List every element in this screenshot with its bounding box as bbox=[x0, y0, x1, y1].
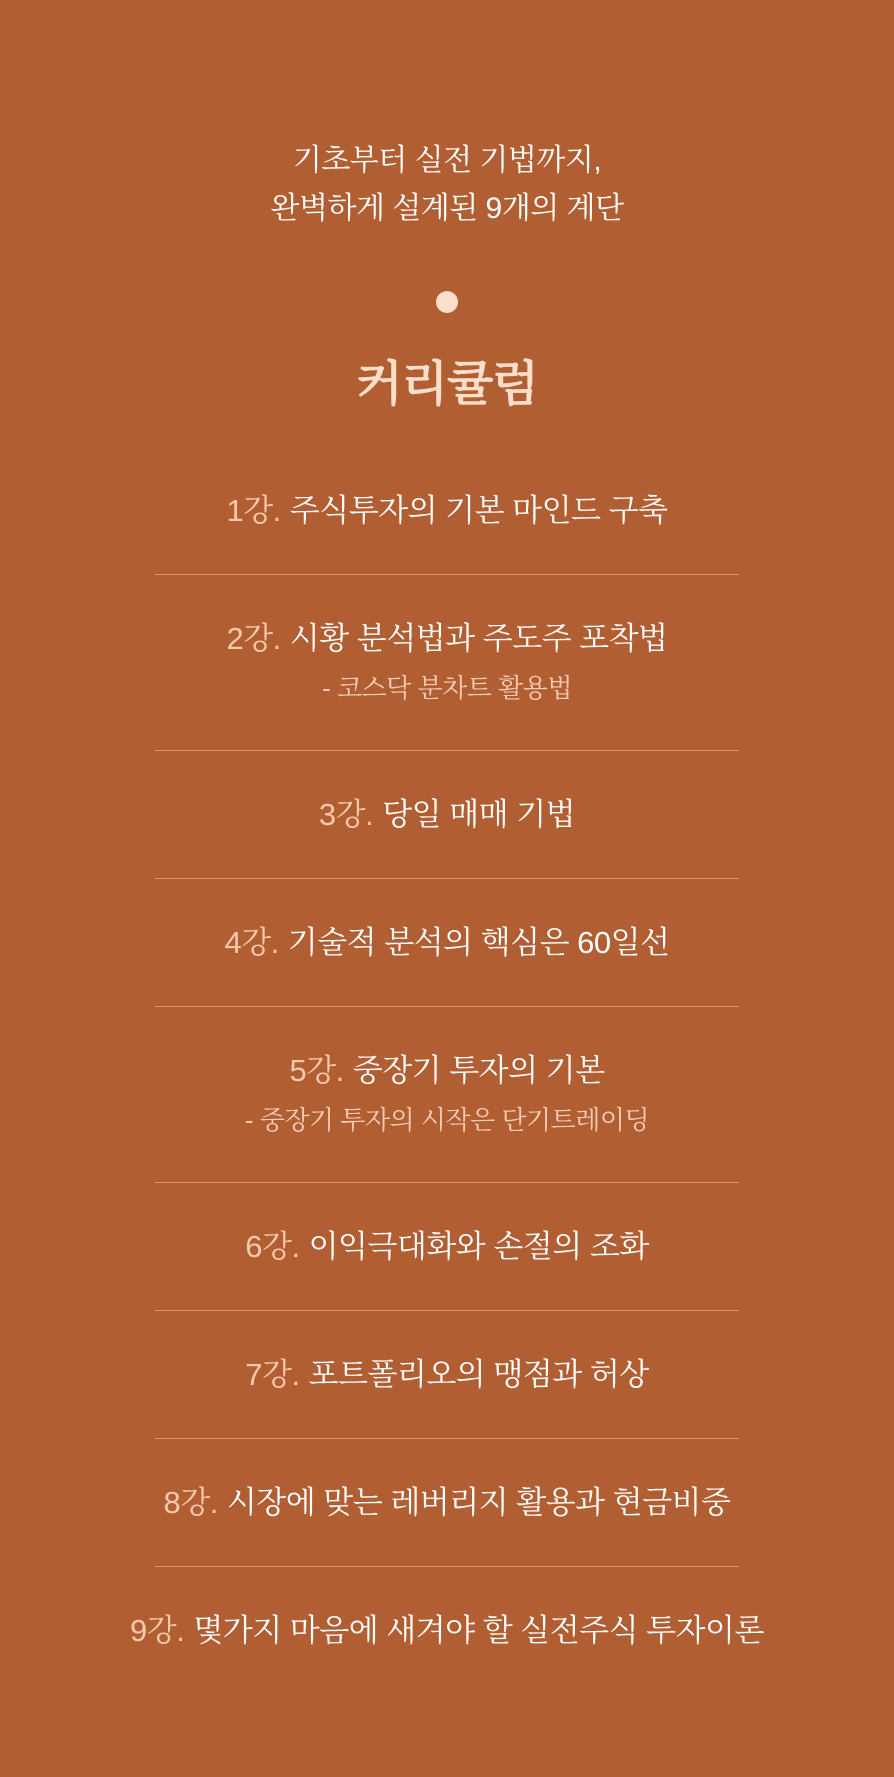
lecture-subtitle: - 중장기 투자의 시작은 단기트레이딩 bbox=[244, 1104, 650, 1135]
lecture-title: 당일 매매 기법 bbox=[382, 796, 576, 832]
curriculum-item bbox=[0, 1007, 894, 1182]
lecture-title-line bbox=[0, 1227, 894, 1267]
lecture-title-line bbox=[0, 1051, 894, 1091]
curriculum-item bbox=[0, 1439, 894, 1566]
lecture-title: 주식투자의 기본 마인드 구축 bbox=[289, 492, 668, 528]
lecture-title-line bbox=[0, 795, 894, 835]
curriculum-item bbox=[0, 751, 894, 878]
lecture-title-line bbox=[0, 1611, 894, 1651]
lecture-number: 4강. bbox=[224, 924, 279, 960]
intro-line-2: 완벽하게 설계된 9개의 계단 bbox=[270, 192, 624, 225]
lecture-title: 시장에 맞는 레버리지 활용과 현금비중 bbox=[226, 1484, 731, 1520]
lecture-title: 기술적 분석의 핵심은 60일선 bbox=[287, 924, 670, 960]
lecture-title: 중장기 투자의 기본 bbox=[352, 1052, 605, 1088]
accent-dot bbox=[436, 291, 458, 313]
curriculum-item bbox=[0, 575, 894, 750]
curriculum-list bbox=[0, 447, 894, 1694]
lecture-number: 1강. bbox=[226, 492, 281, 528]
lecture-title-line bbox=[0, 491, 894, 531]
lecture-number: 6강. bbox=[245, 1228, 300, 1264]
lecture-number: 7강. bbox=[245, 1356, 300, 1392]
intro-text bbox=[0, 137, 894, 233]
lecture-subtitle: - 코스닥 분차트 활용법 bbox=[322, 672, 572, 703]
lecture-title-line bbox=[0, 1355, 894, 1395]
lecture-title: 포트폴리오의 맹점과 허상 bbox=[308, 1356, 649, 1392]
intro-line-1: 기초부터 실전 기법까지, bbox=[292, 144, 602, 177]
lecture-title: 몇가지 마음에 새겨야 할 실전주식 투자이론 bbox=[193, 1612, 764, 1648]
lecture-title-line bbox=[0, 923, 894, 963]
curriculum-item bbox=[0, 879, 894, 1006]
lecture-number: 5강. bbox=[289, 1052, 344, 1088]
curriculum-item bbox=[0, 1311, 894, 1438]
curriculum-item bbox=[0, 1567, 894, 1694]
lecture-number: 8강. bbox=[163, 1484, 218, 1520]
lecture-number: 3강. bbox=[318, 796, 374, 832]
lecture-title: 시황 분석법과 주도주 포착법 bbox=[289, 620, 668, 656]
lecture-number: 2강. bbox=[226, 620, 281, 656]
lecture-title: 이익극대화와 손절의 조화 bbox=[308, 1228, 649, 1264]
lecture-title-line bbox=[0, 1483, 894, 1523]
lecture-title-line bbox=[0, 619, 894, 659]
page-title: 커리큘럼 bbox=[356, 358, 538, 411]
curriculum-item bbox=[0, 447, 894, 574]
curriculum-item bbox=[0, 1183, 894, 1310]
lecture-number: 9강. bbox=[130, 1612, 185, 1648]
